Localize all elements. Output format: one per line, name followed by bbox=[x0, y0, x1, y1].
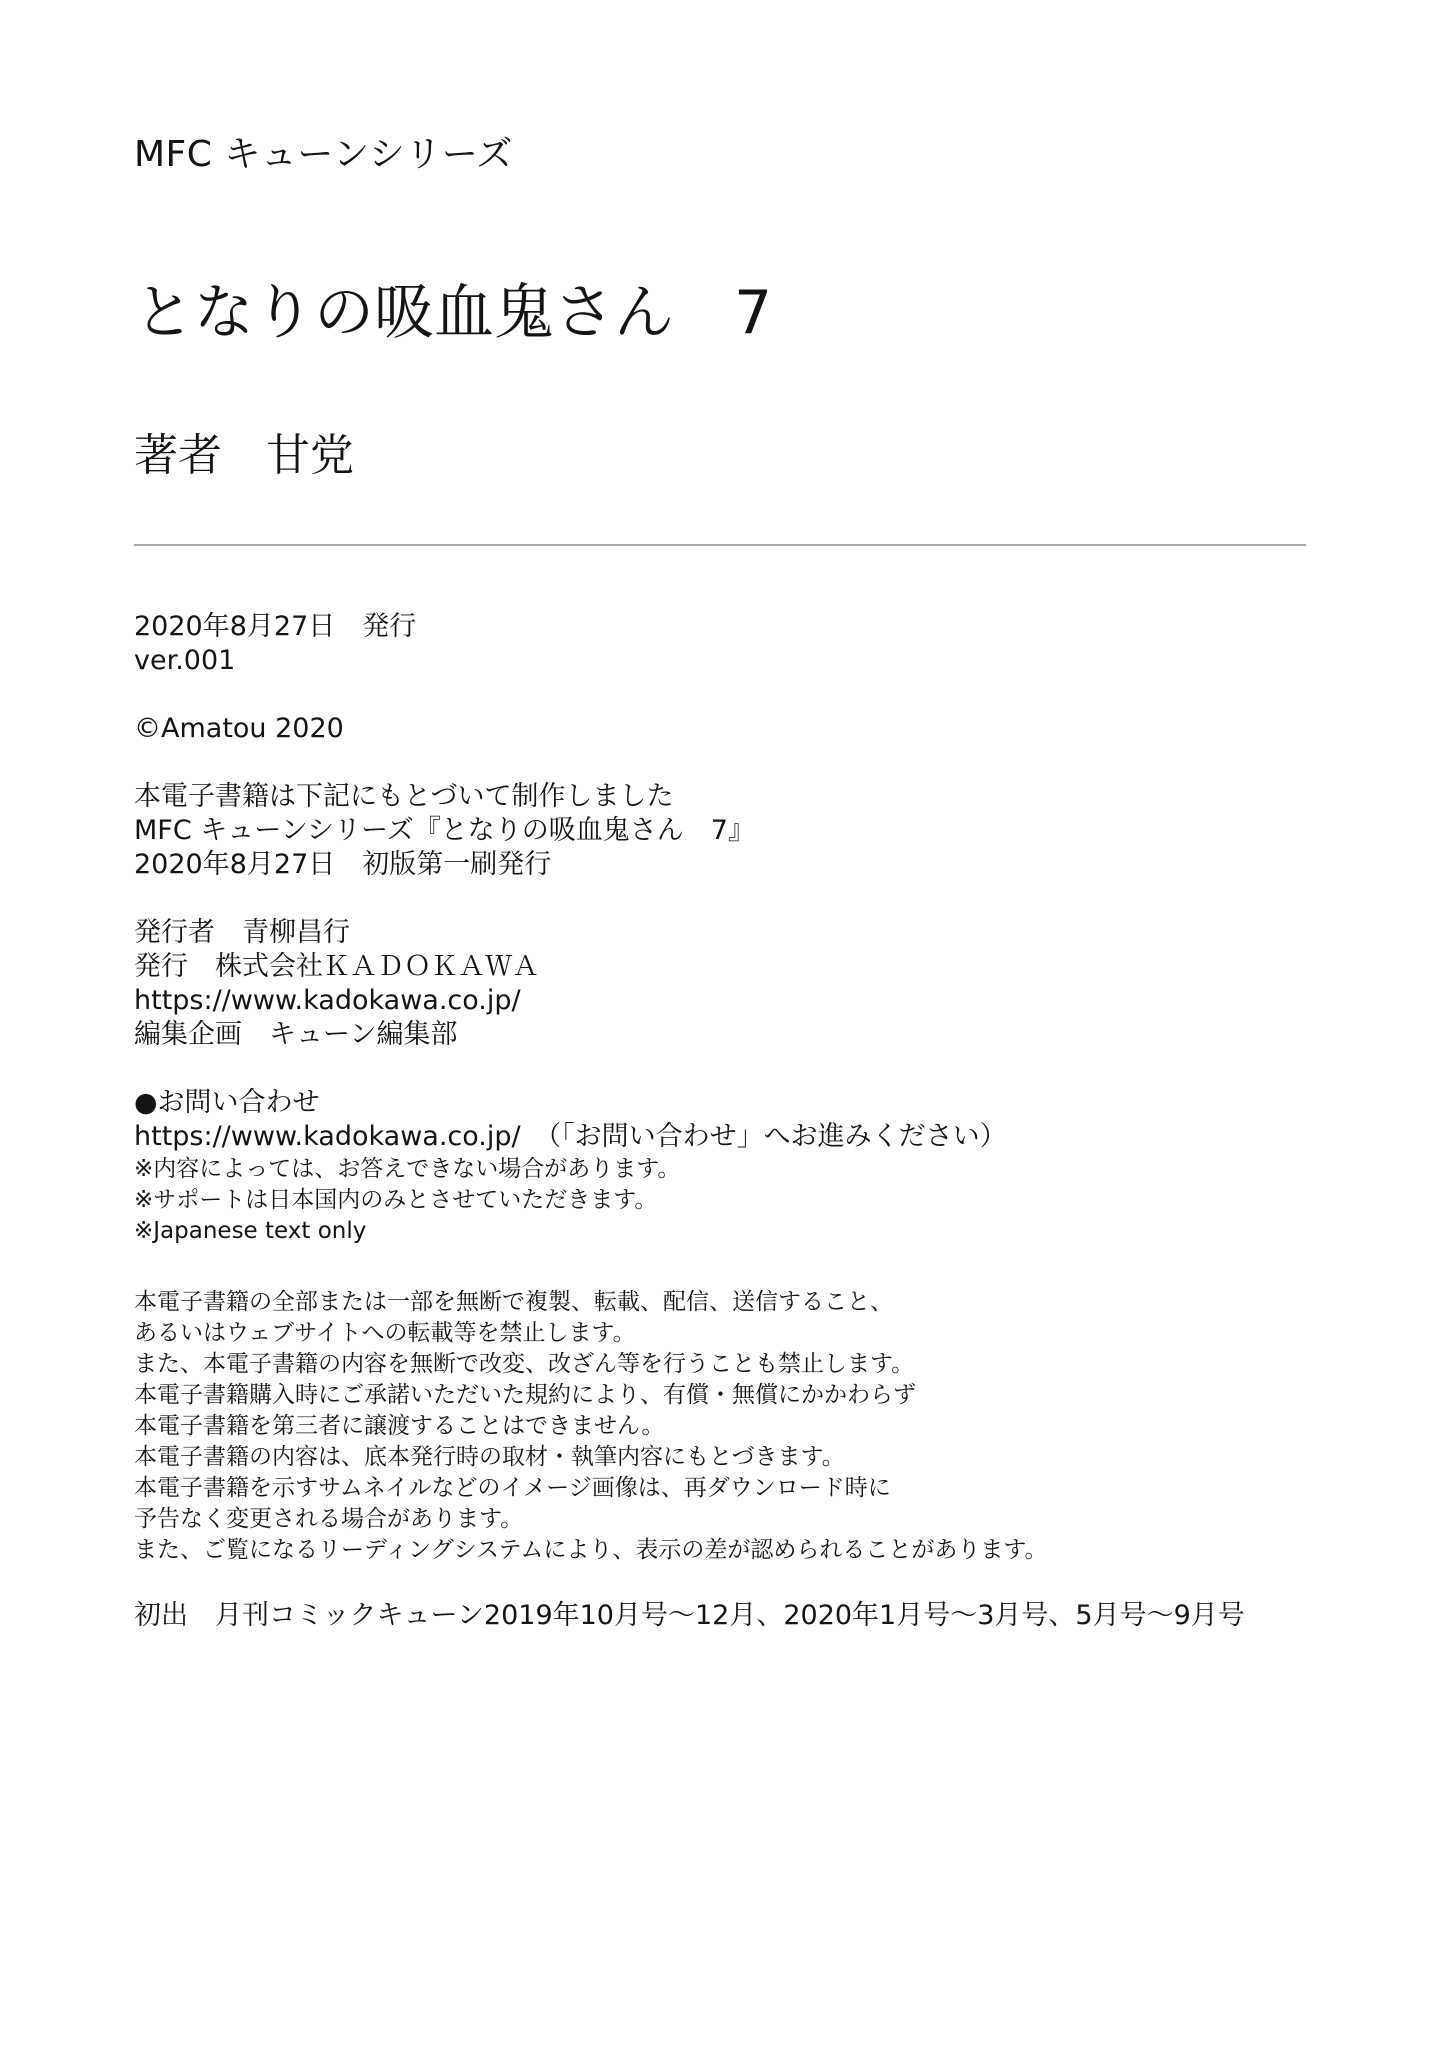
source-edition-block bbox=[134, 780, 1364, 882]
first-appearance-block bbox=[134, 1599, 1364, 1633]
first-appearance: 初出 月刊コミックキューン2019年10月号～12月、2020年1月号～3月号、5月号～9月号 bbox=[134, 1600, 1245, 1631]
contact-block bbox=[134, 1086, 1364, 1247]
publisher-block bbox=[134, 916, 1364, 1052]
legal-line: 本電子書籍を示すサムネイルなどのイメージ画像は、再ダウンロード時に bbox=[134, 1475, 891, 1501]
colophon-body bbox=[134, 610, 1364, 1633]
publisher-company: 発行 株式会社ＫＡＤＯＫＡＷＡ bbox=[134, 951, 539, 982]
source-print-date: 2020年8月27日 初版第一刷発行 bbox=[134, 849, 552, 880]
legal-line: また、本電子書籍の内容を無断で改変、改ざん等を行うことも禁止します。 bbox=[134, 1351, 915, 1377]
copyright-block bbox=[134, 712, 1364, 746]
contact-note: ※内容によっては、お答えできない場合があります。 bbox=[134, 1156, 681, 1182]
source-statement: 本電子書籍は下記にもとづいて制作しました bbox=[134, 781, 674, 812]
publisher-person: 発行者 青柳昌行 bbox=[134, 917, 350, 948]
book-title: となりの吸血鬼さん 7 bbox=[134, 278, 773, 348]
legal-line: 本電子書籍を第三者に譲渡することはできません。 bbox=[134, 1413, 665, 1439]
legal-line: あるいはウェブサイトへの転載等を禁止します。 bbox=[134, 1320, 636, 1346]
legal-line: 本電子書籍の全部または一部を無断で複製、転載、配信、送信すること、 bbox=[134, 1289, 893, 1315]
contact-heading: ●お問い合わせ bbox=[134, 1087, 320, 1118]
contact-url-line: https://www.kadokawa.co.jp/ （「お問い合わせ」へお進みください） bbox=[134, 1121, 1007, 1152]
editorial-department: 編集企画 キューン編集部 bbox=[134, 1019, 458, 1050]
contact-notes bbox=[134, 1154, 1364, 1247]
legal-line: 予告なく変更される場合があります。 bbox=[134, 1506, 524, 1532]
contact-note: ※サポートは日本国内のみとさせていただきます。 bbox=[134, 1187, 658, 1213]
publication-date: 2020年8月27日 発行 bbox=[134, 611, 417, 642]
publisher-url: https://www.kadokawa.co.jp/ bbox=[134, 985, 521, 1016]
publication-info bbox=[134, 610, 1364, 678]
author-credit: 著者 甘党 bbox=[134, 430, 354, 481]
series-name: MFC キューンシリーズ bbox=[134, 134, 513, 175]
legal-notice-block bbox=[134, 1287, 1364, 1566]
legal-line: 本電子書籍購入時にご承諾いただいた規約により、有償・無償にかかわらず bbox=[134, 1382, 916, 1408]
contact-note: ※Japanese text only bbox=[134, 1218, 367, 1244]
legal-line: 本電子書籍の内容は、底本発行時の取材・執筆内容にもとづきます。 bbox=[134, 1444, 845, 1470]
version-number: ver.001 bbox=[134, 645, 236, 676]
divider-line bbox=[134, 544, 1306, 546]
copyright-notice: ©Amatou 2020 bbox=[134, 713, 344, 744]
source-book-title: MFC キューンシリーズ『となりの吸血鬼さん 7』 bbox=[134, 815, 755, 846]
legal-line: また、ご覧になるリーディングシステムにより、表示の差が認められることがあります。 bbox=[134, 1537, 1048, 1563]
